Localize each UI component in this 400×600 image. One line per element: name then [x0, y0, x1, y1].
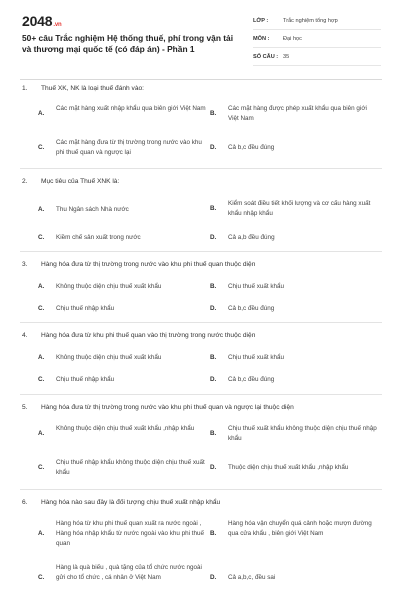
option-text: Chịu thuế xuất khẩu không thuộc diện chịu thuế nhập khẩu	[228, 425, 377, 442]
question-label: Hàng hóa đưa từ khu phi thuế quan vào thị trường trong nước thuộc diện	[41, 332, 256, 339]
meta-row-class	[253, 12, 381, 30]
option-letter: B.	[210, 205, 217, 212]
option-text: Không thuộc diện chịu thuế xuất khẩu	[56, 354, 162, 361]
option-letter: D.	[210, 234, 217, 241]
question-label: Hàng hóa nào sau đây là đối tượng chịu thuế xuất nhập khẩu	[41, 499, 221, 506]
option-letter: A.	[38, 354, 45, 361]
option-text: Chịu thuế xuất khẩu	[228, 283, 285, 290]
meta-value: 35	[283, 53, 290, 60]
document-title: 50+ câu Trắc nghiệm Hệ thống thuế, phí trong vận tải và thương mại quốc tế (có đáp án) - Phần 1	[22, 33, 234, 54]
question-text	[22, 403, 382, 415]
meta-key: MÔN :	[253, 35, 270, 42]
option-text: Không thuộc diện chịu thuế xuất khẩu	[56, 283, 162, 290]
option-letter: C.	[38, 464, 45, 471]
document-header	[0, 0, 400, 74]
question-number: 2.	[22, 178, 28, 185]
option-letter: A.	[38, 110, 45, 117]
question-5	[22, 403, 382, 415]
question-text	[22, 177, 382, 189]
option-letter: B.	[210, 354, 217, 361]
option-letter: B.	[210, 530, 217, 537]
meta-key: SỐ CÂU :	[253, 53, 279, 60]
option-text: Các mặt hàng được phép xuất khẩu qua biên giới Việt Nam	[228, 105, 367, 122]
option-letter: A.	[38, 430, 45, 437]
option-letter: C.	[38, 305, 45, 312]
question-text	[22, 331, 382, 343]
option-letter: C.	[38, 376, 45, 383]
option-text: Các mặt hàng đưa từ thị trường trong nước vào khu phi thuế quan và ngược lại	[56, 139, 202, 156]
option-text: Chịu thuế nhập khẩu không thuộc diện chịu thuế xuất khẩu	[56, 459, 205, 476]
option-letter: A.	[38, 530, 45, 537]
header-divider	[20, 79, 382, 80]
option-letter: C.	[38, 234, 45, 241]
option-text: Cả b,c đều đúng	[228, 376, 275, 383]
question-text	[22, 260, 382, 272]
option-letter: D.	[210, 305, 217, 312]
option-letter: C.	[38, 144, 45, 151]
option-text: Cả a,b,c, đều sai	[228, 574, 276, 581]
option-text: Thuộc diện chịu thuế xuất khẩu ,nhập khẩu	[228, 464, 349, 471]
question-divider	[20, 168, 382, 169]
question-label: Hàng hóa đưa từ thị trường trong nước vào khu phi thuế quan thuộc diện	[41, 261, 256, 268]
option-text: Chịu thuế nhập khẩu	[56, 376, 115, 383]
option-letter: D.	[210, 376, 217, 383]
option-letter: D.	[210, 464, 217, 471]
meta-value: Đại học	[283, 35, 302, 42]
option-letter: B.	[210, 283, 217, 290]
option-text: Cả b,c đều đúng	[228, 305, 275, 312]
meta-value: Trắc nghiệm tổng hợp	[283, 17, 338, 24]
site-logo[interactable]	[22, 13, 61, 29]
question-divider	[20, 322, 382, 323]
option-text: Hàng hóa từ khu phi thuế quan xuất ra nước ngoài , Hàng hóa nhập khẩu từ nước ngoài vào khu phi thuế quan	[56, 520, 205, 547]
meta-table	[253, 12, 381, 66]
meta-row-subject	[253, 30, 381, 48]
option-letter: A.	[38, 283, 45, 290]
meta-key: LỚP :	[253, 17, 269, 24]
option-text: Cả b,c đều đúng	[228, 144, 275, 151]
question-label: Thuế XK, NK là loại thuế đánh vào:	[41, 85, 145, 92]
option-letter: A.	[38, 206, 45, 213]
option-text: Cả a,b đều đúng	[228, 234, 275, 241]
question-label: Mục tiêu của Thuế XNK là:	[41, 178, 120, 185]
option-letter: D.	[210, 144, 217, 151]
question-divider	[20, 394, 382, 395]
question-number: 5.	[22, 404, 28, 411]
meta-row-count	[253, 48, 381, 66]
option-text: Hàng là quà biếu , quà tặng của tổ chức nước ngoài gửi cho tổ chức , cá nhân ở Việt Nam	[56, 564, 202, 581]
question-label: Hàng hóa đưa từ thị trường trong nước vào khu phi thuế quan và ngược lại thuộc diện	[41, 404, 294, 411]
option-text: Hàng hóa vận chuyển quá cảnh hoặc mượn đường qua cửa khẩu , biên giới Việt Nam	[228, 520, 372, 537]
question-text	[22, 498, 382, 510]
option-letter: B.	[210, 430, 217, 437]
option-text: Các mặt hàng xuất nhập khẩu qua biên giới Việt Nam	[56, 105, 206, 112]
logo-text: 2048	[22, 13, 53, 29]
question-number: 1.	[22, 85, 28, 92]
question-4	[22, 331, 382, 343]
question-divider	[20, 251, 382, 252]
question-3	[22, 260, 382, 272]
question-2	[22, 177, 382, 189]
question-number: 4.	[22, 332, 28, 339]
option-text: Chịu thuế nhập khẩu	[56, 305, 115, 312]
option-text: Chịu thuế xuất khẩu	[228, 354, 285, 361]
option-text: Không thuộc diện chịu thuế xuất khẩu ,nhập khẩu	[56, 425, 195, 432]
question-1	[22, 84, 382, 96]
option-letter: D.	[210, 574, 217, 581]
option-text: Kiểm soát điều tiết khối lượng và cơ cấu hàng xuất khẩu nhập khẩu	[228, 200, 371, 217]
option-letter: B.	[210, 110, 217, 117]
question-6	[22, 498, 382, 510]
question-number: 6.	[22, 499, 28, 506]
question-divider	[20, 489, 382, 490]
option-text: Kiềm chế sản xuất trong nước	[56, 234, 141, 241]
question-text	[22, 84, 382, 96]
option-letter: C.	[38, 574, 45, 581]
question-number: 3.	[22, 261, 28, 268]
logo-suffix: .vn	[53, 22, 62, 28]
option-text: Thu Ngân sách Nhà nước	[56, 206, 129, 213]
